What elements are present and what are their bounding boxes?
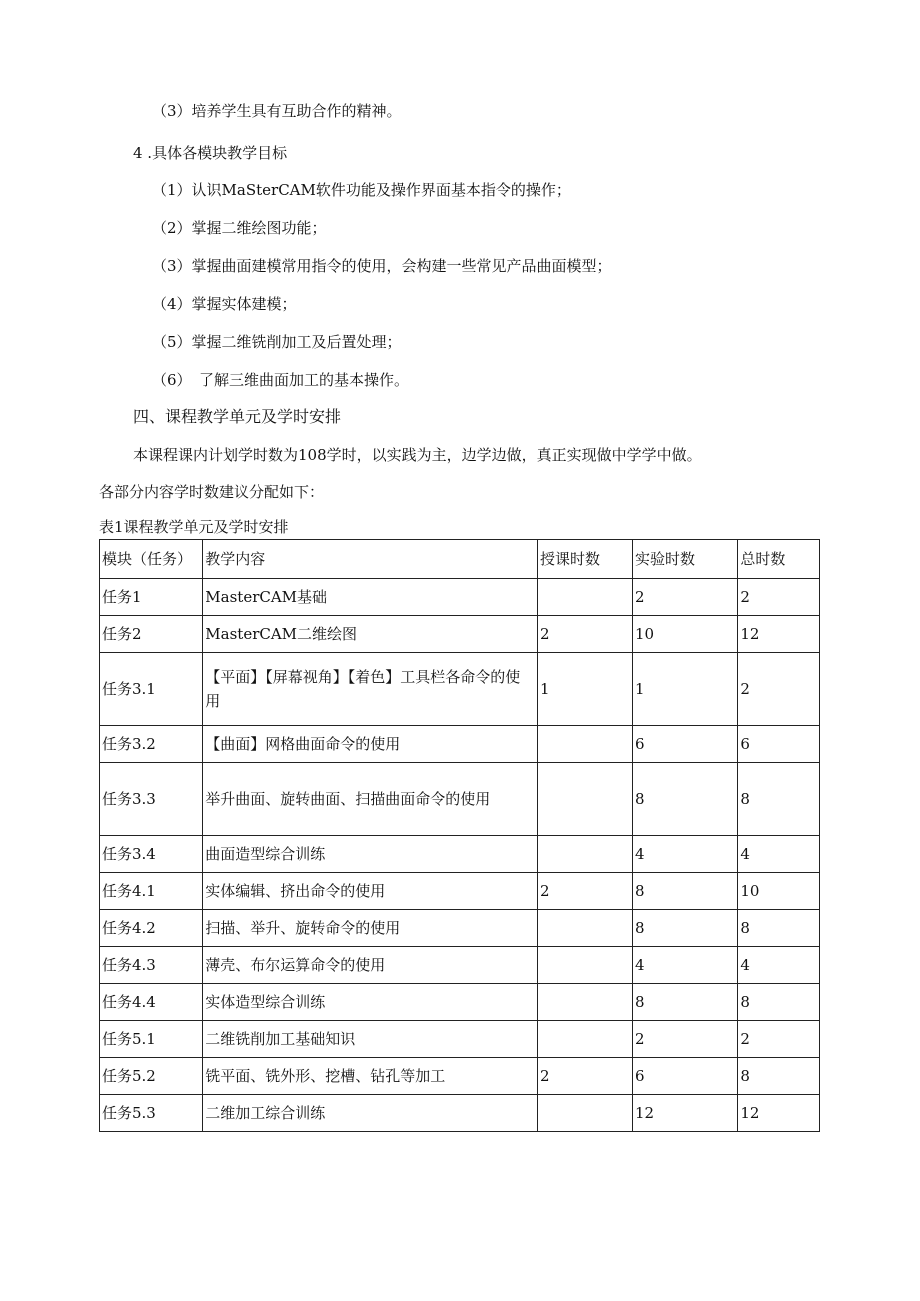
cell-content: 曲面造型综合训练 xyxy=(203,836,538,873)
cell-content: MasterCAM二维绘图 xyxy=(203,616,538,653)
cell-lecture xyxy=(537,1021,632,1058)
cell-lecture xyxy=(537,763,632,836)
cell-lab: 2 xyxy=(633,579,738,616)
cell-total: 6 xyxy=(738,726,820,763)
table-row xyxy=(100,653,820,726)
cell-lab: 8 xyxy=(633,910,738,947)
section-heading-4: 四、课程教学单元及学时安排 xyxy=(133,407,342,426)
table-row xyxy=(100,1021,820,1058)
cell-total: 4 xyxy=(738,947,820,984)
cell-module: 任务2 xyxy=(100,616,203,653)
table-row xyxy=(100,947,820,984)
cell-total: 10 xyxy=(738,873,820,910)
cell-lab: 8 xyxy=(633,984,738,1021)
paragraph-module-goal-4: （4）掌握实体建模； xyxy=(152,295,297,313)
table-row xyxy=(100,1095,820,1132)
cell-content: 举升曲面、旋转曲面、扫描曲面命令的使用 xyxy=(203,763,538,836)
table-row xyxy=(100,836,820,873)
cell-content: 扫描、举升、旋转命令的使用 xyxy=(203,910,538,947)
schedule-table xyxy=(99,539,820,1132)
cell-module: 任务1 xyxy=(100,579,203,616)
cell-total: 12 xyxy=(738,616,820,653)
cell-lab: 1 xyxy=(633,653,738,726)
cell-lecture xyxy=(537,984,632,1021)
cell-content: 实体编辑、挤出命令的使用 xyxy=(203,873,538,910)
cell-content: 二维加工综合训练 xyxy=(203,1095,538,1132)
heading-module-goals: 4 .具体各模块教学目标 xyxy=(133,144,288,162)
cell-module: 任务5.3 xyxy=(100,1095,203,1132)
cell-module: 任务3.1 xyxy=(100,653,203,726)
cell-lab: 10 xyxy=(633,616,738,653)
cell-content: 二维铣削加工基础知识 xyxy=(203,1021,538,1058)
paragraph-module-goal-6: （6） 了解三维曲面加工的基本操作。 xyxy=(152,371,410,389)
cell-content: 【曲面】网格曲面命令的使用 xyxy=(203,726,538,763)
cell-module: 任务4.2 xyxy=(100,910,203,947)
cell-total: 2 xyxy=(738,579,820,616)
cell-total: 8 xyxy=(738,763,820,836)
paragraph-intro-continued: 各部分内容学时数建议分配如下： xyxy=(99,483,325,501)
cell-lecture xyxy=(537,947,632,984)
header-content: 教学内容 xyxy=(203,540,538,579)
header-lecture-hours: 授课时数 xyxy=(537,540,632,579)
cell-total: 4 xyxy=(738,836,820,873)
cell-total: 2 xyxy=(738,1021,820,1058)
table-caption: 表1课程教学单元及学时安排 xyxy=(99,518,289,536)
cell-lab: 4 xyxy=(633,836,738,873)
table-header-row xyxy=(100,540,820,579)
header-lab-hours: 实验时数 xyxy=(633,540,738,579)
paragraph-goal-3: （3）培养学生具有互助合作的精神。 xyxy=(152,102,402,120)
cell-lab: 2 xyxy=(633,1021,738,1058)
cell-content: 【平面】【屏幕视角】【着色】工具栏各命令的使用 xyxy=(203,653,538,726)
header-module: 模块（任务） xyxy=(100,540,203,579)
cell-module: 任务4.3 xyxy=(100,947,203,984)
table-row xyxy=(100,910,820,947)
cell-lab: 8 xyxy=(633,873,738,910)
paragraph-module-goal-5: （5）掌握二维铣削加工及后置处理； xyxy=(152,333,402,351)
cell-content: 实体造型综合训练 xyxy=(203,984,538,1021)
cell-lecture: 2 xyxy=(537,1058,632,1095)
header-total-hours: 总时数 xyxy=(738,540,820,579)
cell-lecture xyxy=(537,836,632,873)
cell-module: 任务3.2 xyxy=(100,726,203,763)
cell-lab: 8 xyxy=(633,763,738,836)
cell-lecture: 1 xyxy=(537,653,632,726)
cell-content: MasterCAM基础 xyxy=(203,579,538,616)
cell-module: 任务3.3 xyxy=(100,763,203,836)
cell-module: 任务3.4 xyxy=(100,836,203,873)
cell-total: 8 xyxy=(738,910,820,947)
paragraph-module-goal-1: （1）认识MaSterCAM软件功能及操作界面基本指令的操作； xyxy=(152,181,571,199)
table-row xyxy=(100,763,820,836)
cell-content: 铣平面、铣外形、挖槽、钻孔等加工 xyxy=(203,1058,538,1095)
paragraph-module-goal-2: （2）掌握二维绘图功能； xyxy=(152,219,327,237)
paragraph-intro: 本课程课内计划学时数为108学时，以实践为主，边学边做，真正实现做中学学中做。 xyxy=(133,446,702,464)
table-row xyxy=(100,616,820,653)
cell-module: 任务4.1 xyxy=(100,873,203,910)
table-row xyxy=(100,873,820,910)
cell-lecture xyxy=(537,910,632,947)
cell-content: 薄壳、布尔运算命令的使用 xyxy=(203,947,538,984)
cell-lab: 12 xyxy=(633,1095,738,1132)
table-row xyxy=(100,726,820,763)
table-row xyxy=(100,579,820,616)
cell-module: 任务5.1 xyxy=(100,1021,203,1058)
cell-total: 12 xyxy=(738,1095,820,1132)
cell-module: 任务5.2 xyxy=(100,1058,203,1095)
cell-total: 8 xyxy=(738,984,820,1021)
cell-lecture: 2 xyxy=(537,616,632,653)
table-row xyxy=(100,1058,820,1095)
cell-lecture xyxy=(537,579,632,616)
cell-lecture: 2 xyxy=(537,873,632,910)
cell-total: 2 xyxy=(738,653,820,726)
cell-lab: 4 xyxy=(633,947,738,984)
paragraph-module-goal-3: （3）掌握曲面建模常用指令的使用，会构建一些常见产品曲面模型； xyxy=(152,257,612,275)
cell-lecture xyxy=(537,1095,632,1132)
cell-lab: 6 xyxy=(633,1058,738,1095)
table-row xyxy=(100,984,820,1021)
cell-lab: 6 xyxy=(633,726,738,763)
cell-lecture xyxy=(537,726,632,763)
cell-total: 8 xyxy=(738,1058,820,1095)
cell-module: 任务4.4 xyxy=(100,984,203,1021)
